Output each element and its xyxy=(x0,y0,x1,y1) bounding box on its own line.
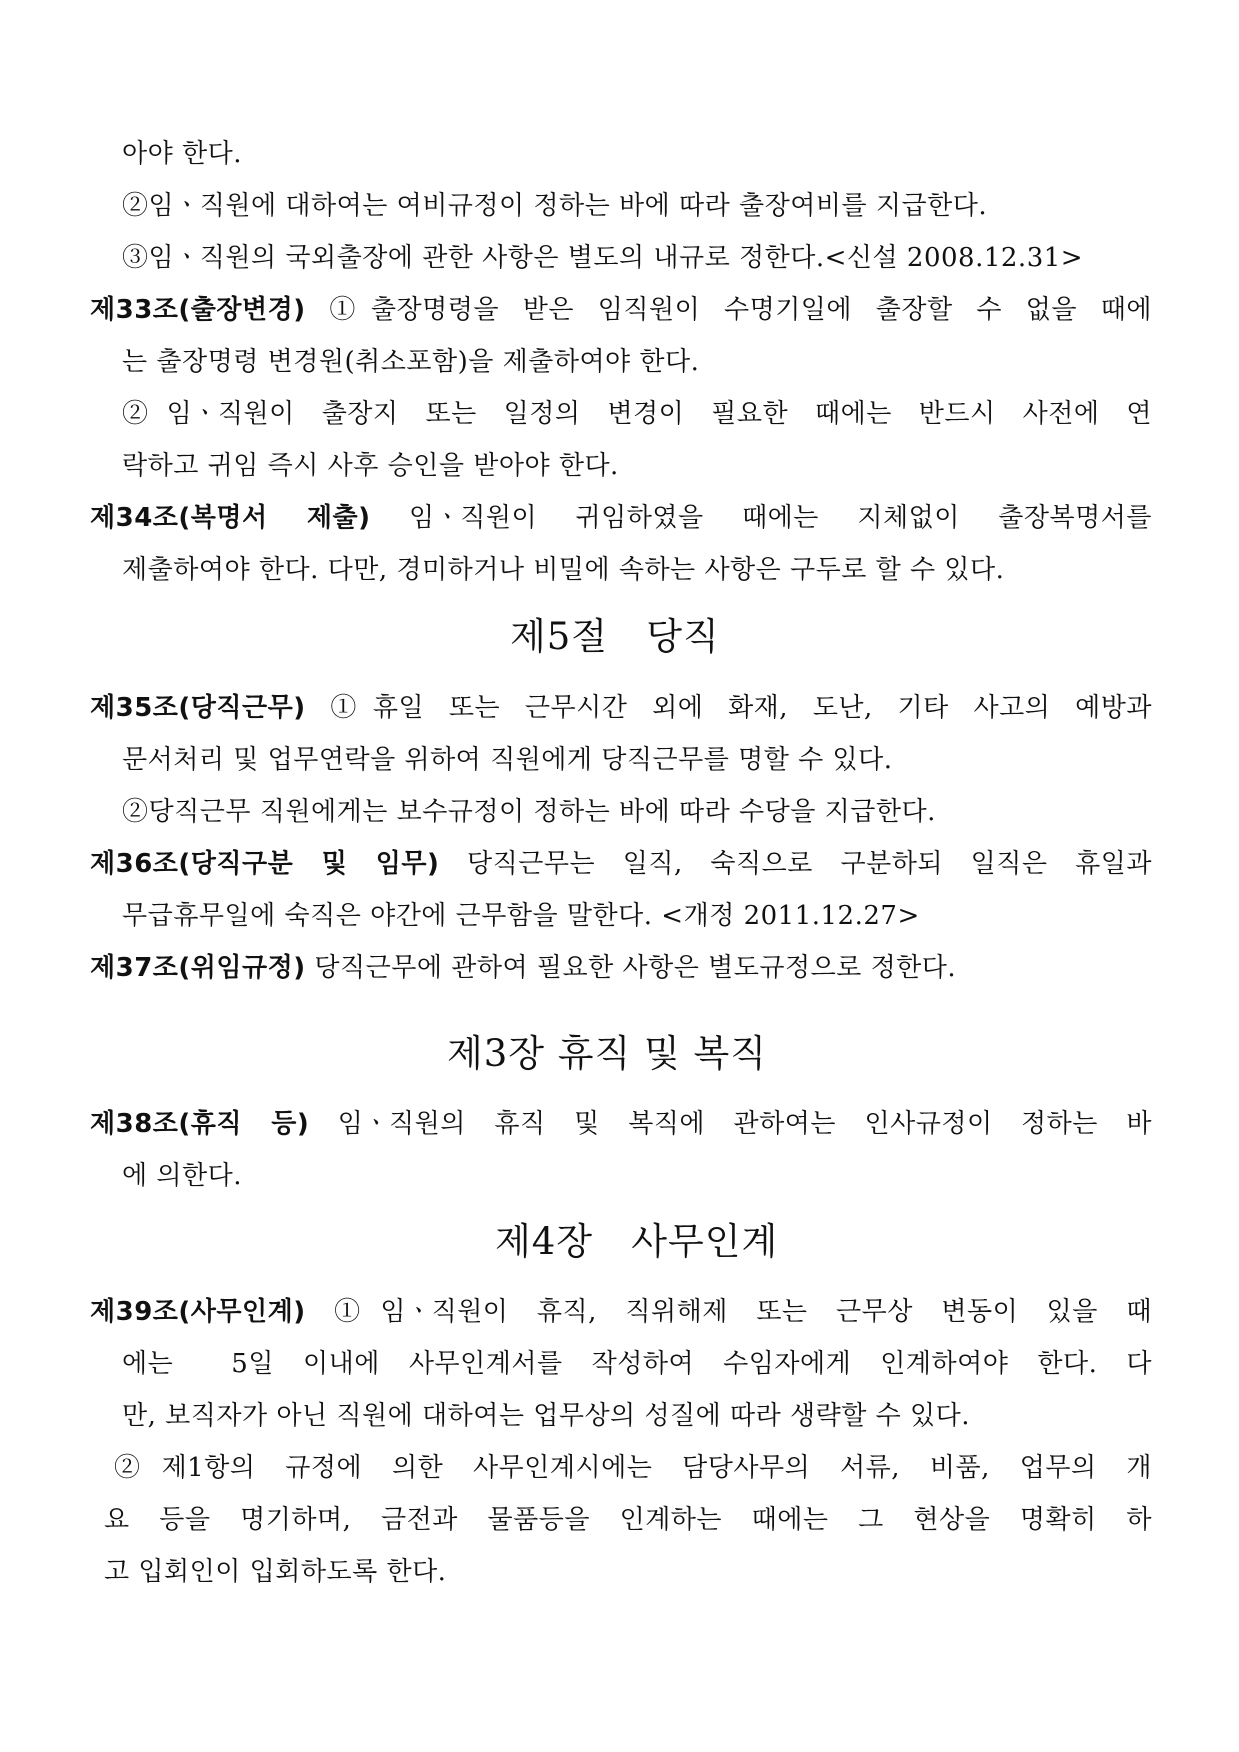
text-line: 에는 5일 이내에 사무인계서를 작성하여 수임자에게 인계하여야 한다. 다 xyxy=(122,1349,1152,1379)
article-36-title: 제36조(당직구분 및 임무) xyxy=(90,849,440,879)
chapter-heading: 제4장 사무인계 xyxy=(495,1220,779,1263)
article-34-line xyxy=(90,500,1152,536)
text-line: ②당직근무 직원에게는 보수규정이 정하는 바에 따라 수당을 지급한다. xyxy=(122,797,936,827)
text-line: 는 출장명령 변경원(취소포함)을 제출하여야 한다. xyxy=(122,347,700,377)
article-38-title: 제38조(휴직 등) xyxy=(90,1109,310,1139)
text-line: 에 의한다. xyxy=(122,1161,242,1191)
text-line: 만, 보직자가 아닌 직원에 대하여는 업무상의 성질에 따라 생략할 수 있다. xyxy=(122,1401,971,1431)
article-37-text: 당직근무에 관하여 필요한 사항은 별도규정으로 정한다. xyxy=(305,953,957,983)
text-line: 락하고 귀임 즉시 사후 승인을 받아야 한다. xyxy=(122,451,619,481)
text-line: ②제1항의 규정에 의한 사무인계시에는 담당사무의 서류, 비품, 업무의 개 xyxy=(114,1453,1152,1483)
text-line: 아야 한다. xyxy=(122,139,242,169)
article-38-text: 임ㆍ직원의 휴직 및 복직에 관하여는 인사규정이 정하는 바 xyxy=(309,1109,1152,1139)
article-35-text: ①휴일 또는 근무시간 외에 화재, 도난, 기타 사고의 예방과 xyxy=(305,693,1152,723)
section-heading: 제5절 당직 xyxy=(510,615,720,658)
article-34-title: 제34조(복명서 제출) xyxy=(90,503,371,533)
article-33-title: 제33조(출장변경) xyxy=(90,295,306,325)
text-line: 요 등을 명기하며, 금전과 물품등을 인계하는 때에는 그 현상을 명확히 하 xyxy=(104,1505,1152,1535)
article-33-text: ①출장명령을 받은 임직원이 수명기일에 출장할 수 없을 때에 xyxy=(305,295,1152,325)
article-38-line xyxy=(90,1106,1152,1142)
article-39-line xyxy=(90,1294,1152,1330)
chapter-heading: 제3장 휴직 및 복직 xyxy=(447,1032,768,1075)
article-34-text: 임ㆍ직원이 귀임하였을 때에는 지체없이 출장복명서를 xyxy=(370,503,1152,533)
article-37-title: 제37조(위임규정) xyxy=(90,953,306,983)
text-line: 무급휴무일에 숙직은 야간에 근무함을 말한다. <개정 2011.12.27> xyxy=(122,901,920,931)
text-line: ②임ㆍ직원이 출장지 또는 일정의 변경이 필요한 때에는 반드시 사전에 연 xyxy=(122,399,1152,429)
text-line: ③임ㆍ직원의 국외출장에 관한 사항은 별도의 내규로 정한다.<신설 2008.12.31> xyxy=(122,243,1084,273)
article-36-text: 당직근무는 일직, 숙직으로 구분하되 일직은 휴일과 xyxy=(439,849,1152,879)
article-35-title: 제35조(당직근무) xyxy=(90,693,306,723)
text-line: 문서처리 및 업무연락을 위하여 직원에게 당직근무를 명할 수 있다. xyxy=(122,745,893,775)
text-line: 고 입회인이 입회하도록 한다. xyxy=(104,1557,447,1587)
text-line: ②임ㆍ직원에 대하여는 여비규정이 정하는 바에 따라 출장여비를 지급한다. xyxy=(122,191,988,221)
text-line: 제출하여야 한다. 다만, 경미하거나 비밀에 속하는 사항은 구두로 할 수 있다. xyxy=(122,555,1005,585)
article-39-text: ①임ㆍ직원이 휴직, 직위해제 또는 근무상 변동이 있을 때 xyxy=(305,1297,1152,1327)
article-35-line xyxy=(90,690,1152,726)
article-36-line xyxy=(90,846,1152,882)
article-39-title: 제39조(사무인계) xyxy=(90,1297,306,1327)
article-37-line xyxy=(90,950,956,986)
article-33-line xyxy=(90,292,1152,328)
